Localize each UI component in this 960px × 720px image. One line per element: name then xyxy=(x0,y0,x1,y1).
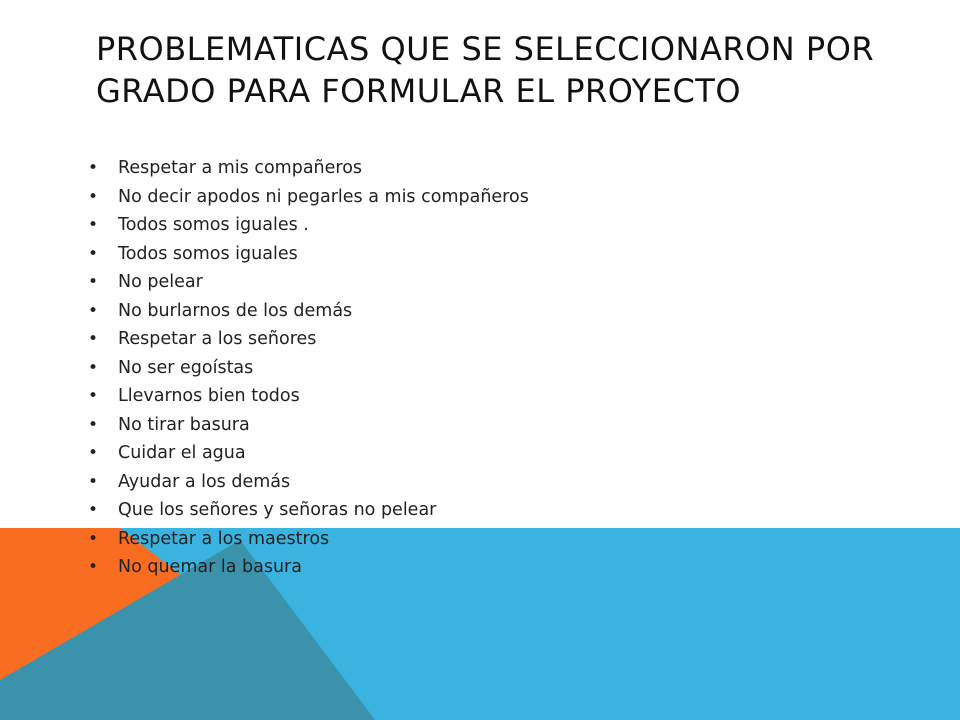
bullet-icon: • xyxy=(88,329,99,349)
list-item xyxy=(88,553,529,582)
slide-title: PROBLEMATICAS QUE SE SELECCIONARON POR GRADO PARA FORMULAR EL PROYECTO xyxy=(96,30,875,110)
bullet-icon: • xyxy=(88,500,99,520)
list-item-text: No ser egoístas xyxy=(118,357,254,378)
list-item-text: Ayudar a los demás xyxy=(118,471,291,492)
bullet-icon: • xyxy=(88,443,99,463)
bullet-icon: • xyxy=(88,186,99,207)
list-item xyxy=(88,439,529,468)
list-item xyxy=(88,240,529,269)
list-item xyxy=(88,468,529,497)
bullet-icon: • xyxy=(88,471,99,492)
list-item xyxy=(88,183,529,212)
list-item xyxy=(88,297,529,326)
list-item-text: Respetar a los maestros xyxy=(118,528,330,549)
bullet-icon: • xyxy=(88,386,99,406)
bullet-icon: • xyxy=(88,300,99,321)
bullet-icon: • xyxy=(88,215,99,235)
list-item-text: No tirar basura xyxy=(118,414,250,435)
list-item xyxy=(88,154,529,183)
list-item xyxy=(88,496,529,525)
list-item xyxy=(88,268,529,297)
list-item-text: No quemar la basura xyxy=(118,557,302,577)
bullet-icon: • xyxy=(88,243,99,264)
bullet-icon: • xyxy=(88,158,99,178)
list-item-text: Respetar a los señores xyxy=(118,329,317,349)
list-item-text: Llevarnos bien todos xyxy=(118,386,300,406)
list-item xyxy=(88,411,529,440)
bullet-icon: • xyxy=(88,272,99,292)
bullet-icon: • xyxy=(88,357,99,378)
bullet-icon: • xyxy=(88,557,99,577)
list-item-text: Todos somos iguales xyxy=(118,243,298,264)
list-item xyxy=(88,525,529,554)
list-item-text: Que los señores y señoras no pelear xyxy=(118,500,437,520)
list-item xyxy=(88,382,529,411)
list-item-text: No decir apodos ni pegarles a mis compañeros xyxy=(118,186,529,207)
list-item-text: No burlarnos de los demás xyxy=(118,300,353,321)
bullet-icon: • xyxy=(88,528,99,549)
list-item-text: Todos somos iguales . xyxy=(118,215,309,235)
list-item xyxy=(88,211,529,240)
list-item xyxy=(88,354,529,383)
list-item-text: No pelear xyxy=(118,272,203,292)
bullet-list xyxy=(88,154,529,582)
list-item-text: Cuidar el agua xyxy=(118,443,246,463)
list-item-text: Respetar a mis compañeros xyxy=(118,158,363,178)
bullet-icon: • xyxy=(88,414,99,435)
list-item xyxy=(88,325,529,354)
